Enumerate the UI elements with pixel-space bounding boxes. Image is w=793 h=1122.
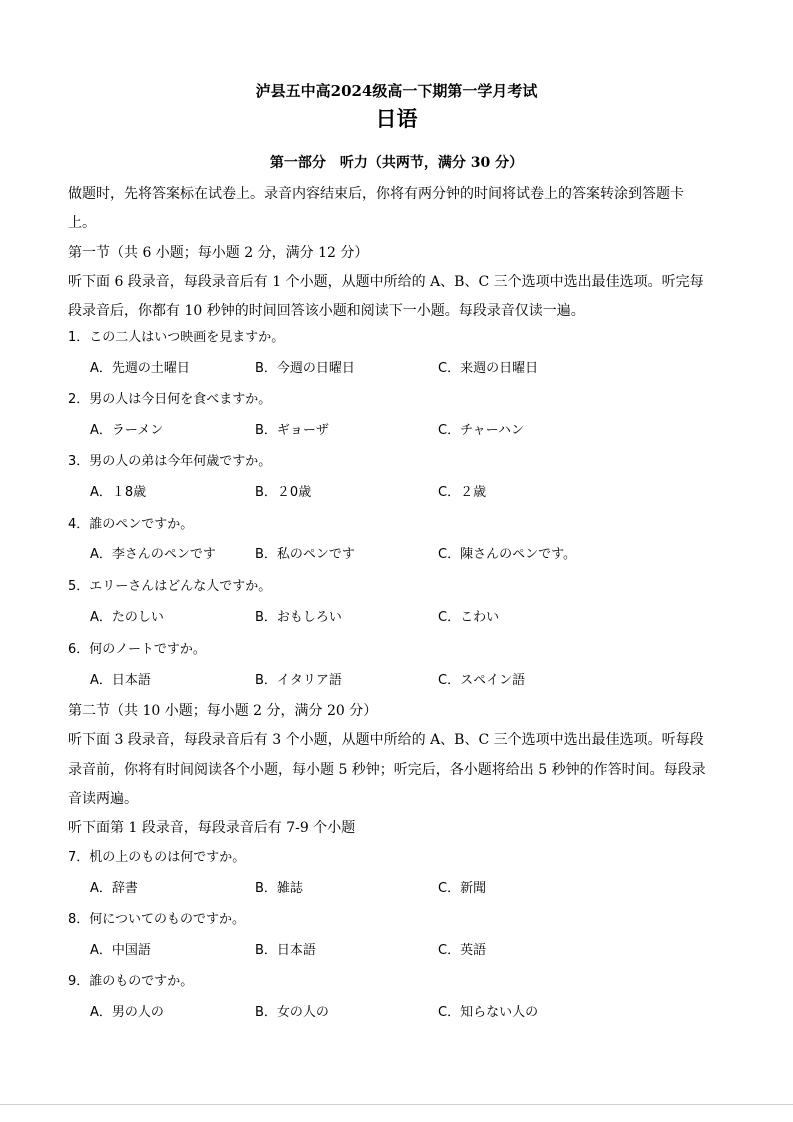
option-b: B．日本語	[255, 943, 316, 958]
option-c: C．スペイン語	[438, 673, 526, 688]
option-c: C．知らない人の	[438, 1005, 539, 1020]
section2-intro: 录音前，你将有时间阅读各个小题，每小题 5 秒钟；听完后，各小题将给出 5 秒钟的作答时间。每段录	[68, 762, 706, 778]
option-a: A．中国語	[90, 943, 151, 958]
option-b: B．今週の日曜日	[255, 361, 355, 376]
option-b: B．女の人の	[255, 1005, 329, 1020]
section2-intro: 音读两遍。	[68, 791, 138, 807]
option-a: A．先週の土曜日	[90, 361, 190, 376]
option-b: B．ギョーザ	[255, 423, 329, 438]
option-a: A．１8歳	[90, 485, 147, 500]
exam-title: 泸县五中高2024级高一下期第一学月考试	[255, 82, 538, 100]
option-a: A．李さんのペンです	[90, 547, 216, 562]
question: 6．何のノートですか。	[68, 642, 206, 657]
option-b: B．雑誌	[255, 881, 303, 896]
question: 7．机の上のものは何ですか。	[68, 850, 246, 865]
question: 9．誰のものですか。	[68, 974, 194, 989]
section1-title: 第一节（共 6 小题；每小题 2 分，满分 12 分）	[68, 245, 369, 261]
option-b: B．イタリア語	[255, 673, 342, 688]
option-c: C．新聞	[438, 881, 487, 896]
option-a: A．ラーメン	[90, 423, 164, 438]
question: 2．男の人は今日何を食べますか。	[68, 392, 272, 407]
section2-intro: 听下面 3 段录音，每段录音后有 3 个小题，从题中所给的 A、B、C 三个选项中选出最佳选项。听每段	[68, 732, 704, 748]
subject-title: 日语	[375, 106, 418, 131]
section1-intro: 听下面 6 段录音，每段录音后有 1 个小题，从题中所给的 A、B、C 三个选项中选出最佳选项。听完每	[68, 274, 704, 290]
section1-intro: 段录音后，你都有 10 秒钟的时间回答该小题和阅读下一小题。每段录音仅读一遍。	[68, 303, 585, 319]
option-b: B．おもしろい	[255, 610, 342, 625]
option-c: C．来週の日曜日	[438, 361, 539, 376]
part-title: 第一部分 听力（共两节，满分 30 分）	[269, 155, 524, 171]
option-a: A．辞書	[90, 881, 138, 896]
section2-title: 第二节（共 10 小题；每小题 2 分，满分 20 分）	[68, 703, 378, 719]
question: 8．何についてのものですか。	[68, 912, 246, 927]
option-b: B．私のペンです	[255, 547, 355, 562]
option-c: C．こわい	[438, 610, 500, 625]
option-a: A．日本語	[90, 673, 151, 688]
page-bottom-divider	[0, 1104, 793, 1105]
option-a: A．たのしい	[90, 610, 164, 625]
instruction-line: 上。	[68, 215, 96, 231]
option-a: A．男の人の	[90, 1005, 164, 1020]
question: 1．この二人はいつ映画を見ますか。	[68, 330, 285, 345]
option-c: C．陳さんのペンです。	[438, 547, 577, 562]
instruction-line: 做题时，先将答案标在试卷上。录音内容结束后，你将有两分钟的时间将试卷上的答案转涂到答题卡	[68, 186, 684, 202]
question: 4．誰のペンですか。	[68, 517, 194, 532]
option-b: B．２0歳	[255, 485, 312, 500]
question: 3．男の人の弟は今年何歳ですか。	[68, 454, 272, 469]
option-c: C．英語	[438, 943, 487, 958]
question: 5．エリーさんはどんな人ですか。	[68, 579, 272, 594]
group-heading: 听下面第 1 段录音，每段录音后有 7-9 个小题	[68, 820, 356, 836]
option-c: C．チャーハン	[438, 423, 525, 438]
option-c: C．２歳	[438, 485, 487, 500]
